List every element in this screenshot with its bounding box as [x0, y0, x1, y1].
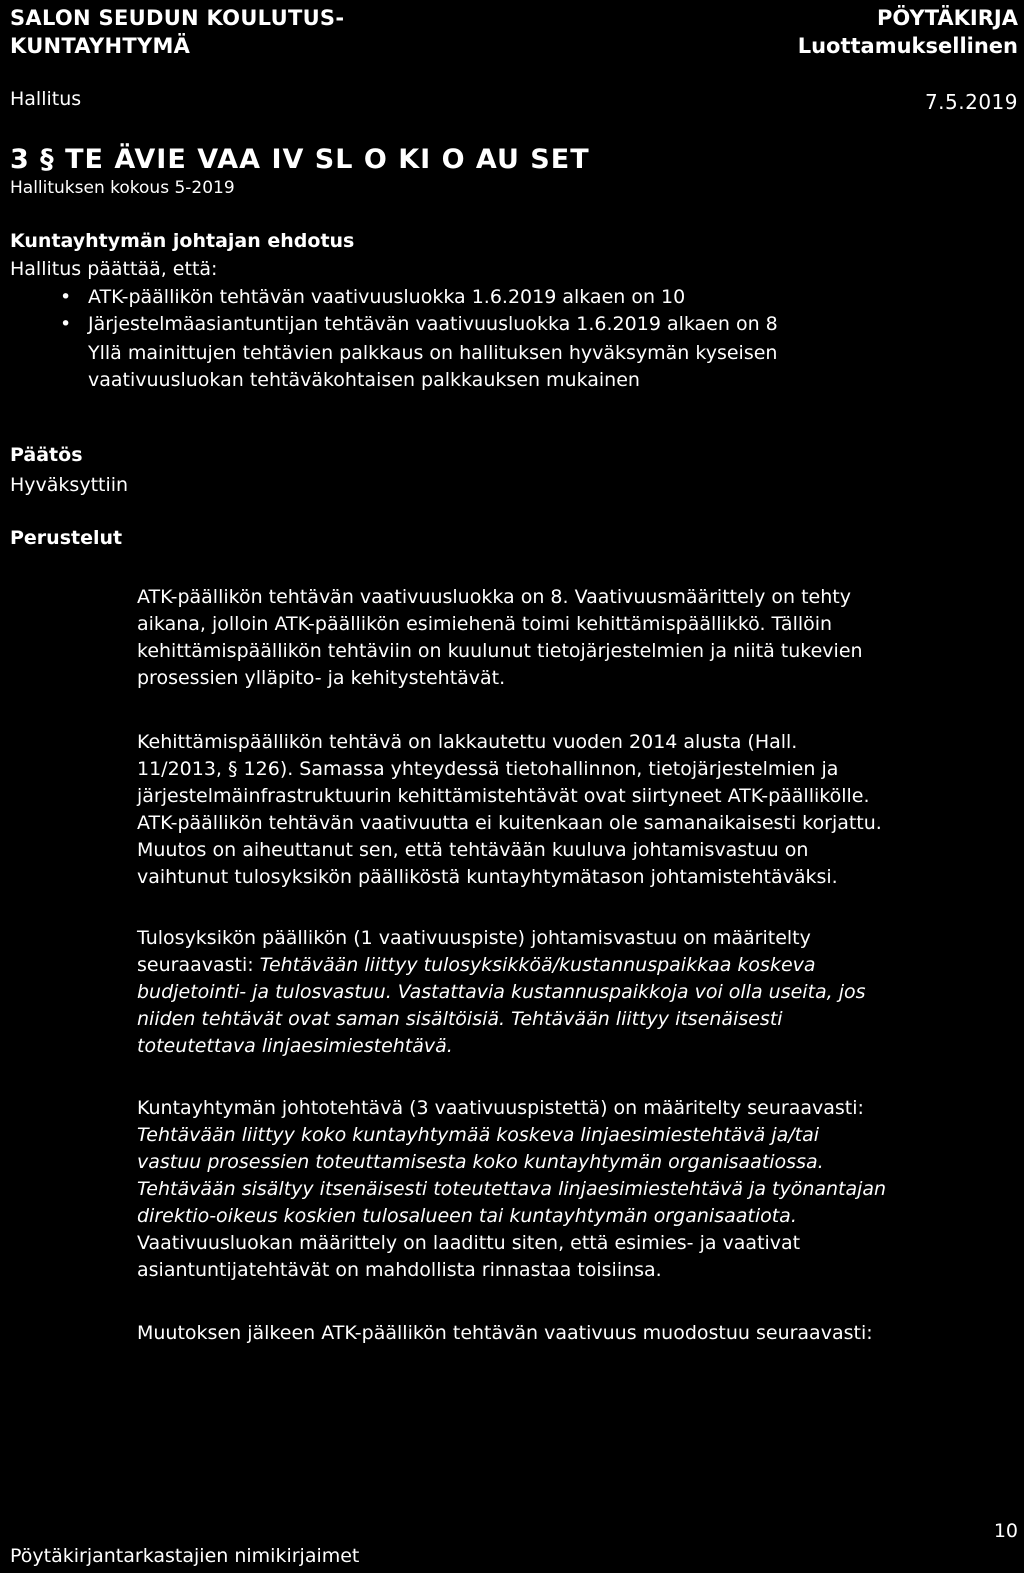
italic-text: vastuu prosessien toteuttamisesta koko kuntayhtymän organisaatiossa. — [137, 1151, 824, 1173]
rationale-paragraph-3 — [137, 925, 1022, 1060]
meeting-reference: Hallituksen kokous 5-2019 — [10, 178, 235, 198]
italic-text: Tehtävään sisältyy itsenäisesti toteutettava linjaesimiestehtävä ja työnantajan — [137, 1178, 887, 1200]
proposal-item: • ATK-päällikön tehtävän vaativuusluokka 1.6.2019 alkaen on 10 — [60, 284, 778, 311]
section-title: 3 § TE ÄVIE VAA IV SL O KI O AU SET — [10, 144, 590, 175]
signatures-label: Pöytäkirjantarkastajien nimikirjaimet — [10, 1545, 360, 1567]
rationale-paragraph-4 — [137, 1095, 1022, 1284]
decision-heading: Päätös — [10, 444, 83, 466]
rationale-paragraph-1 — [137, 584, 1022, 692]
paragraph-line: ATK-päällikön tehtävän vaativuutta ei kuitenkaan ole samanaikaisesti korjattu. — [137, 812, 882, 834]
proposal-note-line: Yllä mainittujen tehtävien palkkaus on hallituksen hyväksymän kyseisen — [88, 342, 778, 364]
paragraph-line — [137, 1203, 1022, 1230]
italic-text: niiden tehtävät ovat saman sisältöisiä. Tehtävään liittyy itsenäisesti — [137, 1008, 783, 1030]
paragraph-line: ATK-päällikön tehtävän vaativuusluokka on 8. Vaativuusmäärittely on tehty — [137, 586, 851, 608]
proposal-list — [60, 284, 778, 338]
rationale-paragraph-2 — [137, 729, 1022, 891]
organization-name — [10, 4, 344, 60]
document-type-block — [798, 4, 1018, 60]
italic-text: direktio-oikeus koskien tulosalueen tai kuntayhtymän organisaatiota. — [137, 1205, 797, 1227]
paragraph-line: asiantuntijatehtävät on mahdollista rinnastaa toisiinsa. — [137, 1259, 662, 1281]
paragraph-line: Kehittämispäällikön tehtävä on lakkautettu vuoden 2014 alusta (Hall. — [137, 731, 798, 753]
page-number: 10 — [993, 1520, 1018, 1542]
italic-text: Tehtävään liittyy koko kuntayhtymää koskeva linjaesimiestehtävä ja/tai — [137, 1124, 820, 1146]
paragraph-line — [137, 979, 1022, 1006]
org-line-2: KUNTAYHTYMÄ — [10, 34, 191, 58]
rationale-paragraph-5 — [137, 1320, 1022, 1347]
confidentiality-label: Luottamuksellinen — [797, 34, 1018, 58]
italic-text: budjetointi- ja tulosvastuu. Vastattavia kustannuspaikkoja voi olla useita, jos — [137, 981, 866, 1003]
proposal-note-line: vaativuusluokan tehtäväkohtaisen palkkauksen mukainen — [88, 369, 640, 391]
paragraph-line: Muutoksen jälkeen ATK-päällikön tehtävän vaativuus muodostuu seuraavasti: — [137, 1322, 873, 1344]
paragraph-line — [137, 1149, 1022, 1176]
paragraph-line: prosessien ylläpito- ja kehitystehtävät. — [137, 667, 506, 689]
paragraph-line: 11/2013, § 126). Samassa yhteydessä tietohallinnon, tietojärjestelmien ja — [137, 758, 839, 780]
paragraph-line: Tulosyksikön päällikön (1 vaativuuspiste) johtamisvastuu on määritelty — [137, 927, 811, 949]
italic-text: Tehtävään liittyy tulosyksikköä/kustannuspaikkaa koskeva — [259, 954, 816, 976]
italic-text: toteutettava linjaesimiestehtävä. — [137, 1035, 453, 1057]
paragraph-line — [137, 1176, 1022, 1203]
paragraph-line: järjestelmäinfrastruktuurin kehittämistehtävät ovat siirtyneet ATK-päällikölle. — [137, 785, 870, 807]
proposal-item: • Järjestelmäasiantuntijan tehtävän vaativuusluokka 1.6.2019 alkaen on 8 — [60, 311, 778, 338]
proposal-heading: Kuntayhtymän johtajan ehdotus — [10, 230, 355, 252]
plain-text: seuraavasti: — [137, 954, 260, 976]
org-line-1: SALON SEUDUN KOULUTUS- — [10, 6, 345, 30]
paragraph-line — [137, 1122, 1022, 1149]
document-type: PÖYTÄKIRJA — [877, 6, 1018, 30]
paragraph-line — [137, 1006, 1022, 1033]
paragraph-line — [137, 952, 1022, 979]
proposal-intro: Hallitus päättää, että: — [10, 258, 218, 280]
governing-body: Hallitus — [10, 88, 82, 110]
paragraph-line: kehittämispäällikön tehtäviin on kuulunut tietojärjestelmien ja niitä tukevien — [137, 640, 863, 662]
paragraph-line: Muutos on aiheuttanut sen, että tehtävään kuuluva johtamisvastuu on — [137, 839, 809, 861]
paragraph-line: aikana, jolloin ATK-päällikön esimiehenä toimi kehittämispäällikkö. Tällöin — [137, 613, 833, 635]
document-date: 7.5.2019 — [924, 90, 1018, 114]
rationale-heading: Perustelut — [10, 527, 123, 549]
paragraph-line — [137, 1033, 1022, 1060]
paragraph-line: Kuntayhtymän johtotehtävä (3 vaativuuspistettä) on määritelty seuraavasti: — [137, 1097, 864, 1119]
paragraph-line: Vaativuusluokan määrittely on laadittu siten, että esimies- ja vaativat — [137, 1232, 801, 1254]
paragraph-line: vaihtunut tulosyksikön päälliköstä kuntayhtymätason johtamistehtäväksi. — [137, 866, 838, 888]
decision-text: Hyväksyttiin — [10, 474, 129, 496]
